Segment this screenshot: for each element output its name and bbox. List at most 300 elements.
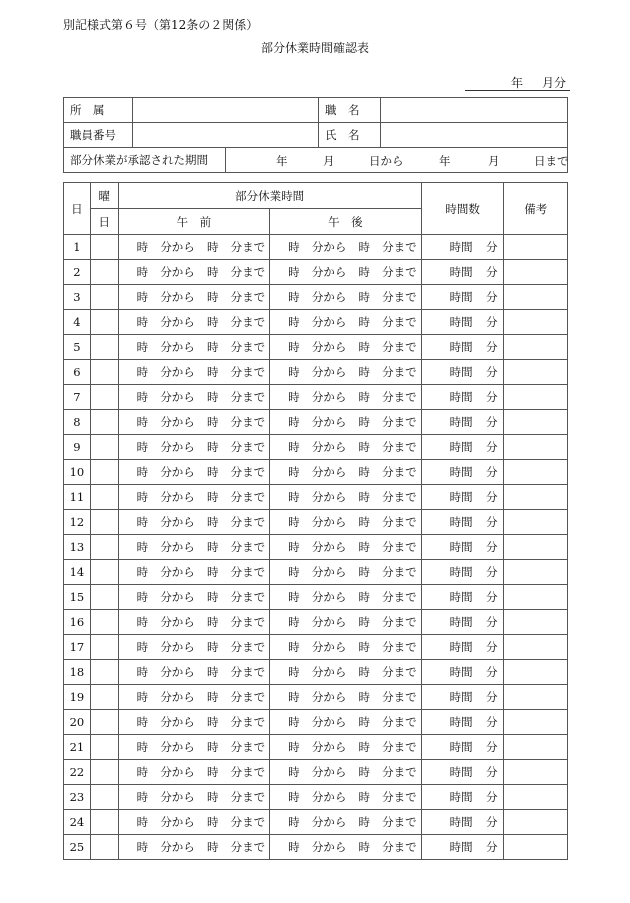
row-day: 5	[64, 335, 91, 360]
row-remarks-field[interactable]	[504, 535, 568, 560]
hours-unit-label: 時間	[449, 365, 473, 379]
hours-unit-label: 分	[485, 390, 498, 404]
row-weekday-field[interactable]	[90, 235, 118, 260]
row-hours-field[interactable]	[421, 335, 504, 360]
time-unit-label: 時	[288, 340, 300, 354]
time-unit-label: 分まで	[382, 315, 417, 329]
row-afternoon-time-field[interactable]	[270, 685, 422, 710]
table-row	[64, 785, 568, 810]
header-table	[63, 97, 568, 148]
hours-unit-label: 分	[485, 715, 498, 729]
row-morning-time-field[interactable]	[118, 710, 270, 735]
approved-period-field[interactable]	[226, 148, 568, 173]
row-hours-field[interactable]	[421, 660, 504, 685]
time-unit-label: 分から	[160, 540, 195, 554]
row-remarks-field[interactable]	[504, 510, 568, 535]
time-unit-label: 時	[206, 815, 219, 829]
approved-period-label: 部分休業が承認された期間	[64, 148, 226, 173]
time-unit-label: 分まで	[230, 840, 266, 854]
time-unit-label: 分まで	[230, 665, 266, 679]
hours-unit-label: 時間	[449, 690, 473, 704]
row-hours-field[interactable]	[421, 510, 504, 535]
row-hours-field[interactable]	[421, 260, 504, 285]
row-afternoon-time-field[interactable]	[270, 360, 422, 385]
time-unit-label: 分まで	[230, 515, 266, 529]
row-morning-time-field[interactable]	[118, 660, 270, 685]
time-unit-label: 時	[288, 740, 300, 754]
page-title: 部分休業時間確認表	[260, 41, 369, 55]
row-hours-field[interactable]	[421, 460, 504, 485]
time-unit-label: 時	[288, 840, 300, 854]
row-remarks-field[interactable]	[504, 635, 568, 660]
row-weekday-field[interactable]	[90, 785, 118, 810]
row-hours-field[interactable]	[421, 785, 504, 810]
hours-unit-label: 時間	[449, 640, 473, 654]
row-afternoon-time-field[interactable]	[270, 235, 422, 260]
row-afternoon-time-field[interactable]	[270, 485, 422, 510]
period-part: 日から	[369, 154, 404, 168]
row-weekday-field[interactable]	[90, 710, 118, 735]
staff-number-label: 職員番号	[64, 123, 133, 148]
col-day-header: 日	[64, 183, 91, 235]
time-unit-label: 分から	[311, 365, 347, 379]
position-field[interactable]	[381, 98, 568, 123]
row-afternoon-time-field[interactable]	[270, 260, 422, 285]
row-morning-time-field[interactable]	[118, 510, 270, 535]
row-weekday-field[interactable]	[90, 635, 118, 660]
time-unit-label: 時	[206, 415, 219, 429]
table-row	[64, 510, 568, 535]
period-part: 日まで	[534, 154, 569, 168]
time-unit-label: 時	[288, 440, 300, 454]
time-unit-label: 時	[206, 265, 219, 279]
time-unit-label: 時	[288, 640, 300, 654]
row-remarks-field[interactable]	[504, 710, 568, 735]
row-weekday-field[interactable]	[90, 685, 118, 710]
row-weekday-field[interactable]	[90, 810, 118, 835]
table-row	[64, 260, 568, 285]
row-hours-field[interactable]	[421, 560, 504, 585]
time-unit-label: 分から	[160, 715, 195, 729]
row-morning-time-field[interactable]	[118, 435, 270, 460]
col-weekday-top: 曜	[90, 183, 118, 209]
row-day: 18	[64, 660, 91, 685]
row-hours-field[interactable]	[421, 485, 504, 510]
time-unit-label: 時	[288, 765, 300, 779]
row-hours-field[interactable]	[421, 585, 504, 610]
row-remarks-field[interactable]	[504, 460, 568, 485]
row-weekday-field[interactable]	[90, 760, 118, 785]
time-unit-label: 時	[136, 765, 149, 779]
time-unit-label: 時	[136, 290, 149, 304]
period-part: 月	[488, 154, 500, 168]
row-morning-time-field[interactable]	[118, 685, 270, 710]
time-unit-label: 時	[358, 640, 370, 654]
row-remarks-field[interactable]	[504, 435, 568, 460]
time-unit-label: 時	[358, 840, 370, 854]
time-unit-label: 分から	[160, 465, 195, 479]
row-afternoon-time-field[interactable]	[270, 635, 422, 660]
staff-number-field[interactable]	[133, 123, 319, 148]
row-afternoon-time-field[interactable]	[270, 385, 422, 410]
row-hours-field[interactable]	[421, 610, 504, 635]
time-unit-label: 時	[206, 740, 219, 754]
row-day: 12	[64, 510, 91, 535]
time-unit-label: 時	[136, 440, 149, 454]
row-afternoon-time-field[interactable]	[270, 710, 422, 735]
row-remarks-field[interactable]	[504, 660, 568, 685]
row-day: 16	[64, 610, 91, 635]
time-unit-label: 時	[358, 340, 370, 354]
row-morning-time-field[interactable]	[118, 560, 270, 585]
time-unit-label: 時	[136, 490, 149, 504]
row-remarks-field[interactable]	[504, 610, 568, 635]
row-morning-time-field[interactable]	[118, 760, 270, 785]
time-unit-label: 時	[136, 240, 149, 254]
time-unit-label: 分から	[160, 690, 195, 704]
time-unit-label: 時	[358, 290, 370, 304]
name-label: 氏 名	[319, 123, 381, 148]
hours-unit-label: 分	[485, 265, 498, 279]
row-hours-field[interactable]	[421, 685, 504, 710]
row-remarks-field[interactable]	[504, 235, 568, 260]
time-unit-label: 分まで	[382, 265, 417, 279]
time-unit-label: 時	[288, 715, 300, 729]
row-weekday-field[interactable]	[90, 510, 118, 535]
time-unit-label: 分から	[160, 315, 195, 329]
row-remarks-field[interactable]	[504, 760, 568, 785]
row-day: 13	[64, 535, 91, 560]
row-weekday-field[interactable]	[90, 585, 118, 610]
time-unit-label: 分まで	[382, 665, 417, 679]
row-morning-time-field[interactable]	[118, 285, 270, 310]
row-morning-time-field[interactable]	[118, 610, 270, 635]
row-weekday-field[interactable]	[90, 610, 118, 635]
time-unit-label: 時	[288, 265, 300, 279]
col-remarks-header: 備考	[504, 183, 568, 235]
time-unit-label: 時	[206, 615, 219, 629]
hours-unit-label: 分	[485, 565, 498, 579]
time-unit-label: 分から	[311, 715, 347, 729]
time-unit-label: 分まで	[382, 565, 417, 579]
period-year-label: 年	[511, 76, 524, 90]
row-weekday-field[interactable]	[90, 385, 118, 410]
row-afternoon-time-field[interactable]	[270, 835, 422, 860]
row-day: 17	[64, 635, 91, 660]
time-unit-label: 分まで	[230, 415, 266, 429]
hours-unit-label: 時間	[449, 840, 473, 854]
row-weekday-field[interactable]	[90, 435, 118, 460]
time-unit-label: 分まで	[382, 840, 417, 854]
hours-unit-label: 時間	[449, 240, 473, 254]
row-morning-time-field[interactable]	[118, 785, 270, 810]
time-unit-label: 分から	[311, 740, 347, 754]
time-unit-label: 分まで	[382, 340, 417, 354]
row-hours-field[interactable]	[421, 310, 504, 335]
hours-unit-label: 時間	[449, 440, 473, 454]
row-morning-time-field[interactable]	[118, 410, 270, 435]
time-unit-label: 時	[206, 390, 219, 404]
row-weekday-field[interactable]	[90, 535, 118, 560]
row-morning-time-field[interactable]	[118, 635, 270, 660]
row-morning-time-field[interactable]	[118, 385, 270, 410]
time-unit-label: 分から	[311, 540, 347, 554]
hours-unit-label: 時間	[449, 740, 473, 754]
time-unit-label: 分から	[311, 490, 347, 504]
row-morning-time-field[interactable]	[118, 310, 270, 335]
row-weekday-field[interactable]	[90, 485, 118, 510]
time-unit-label: 分から	[160, 790, 195, 804]
table-row	[64, 585, 568, 610]
time-unit-label: 分から	[311, 590, 347, 604]
time-unit-label: 分まで	[230, 540, 266, 554]
row-hours-field[interactable]	[421, 810, 504, 835]
row-hours-field[interactable]	[421, 385, 504, 410]
row-weekday-field[interactable]	[90, 285, 118, 310]
row-day: 2	[64, 260, 91, 285]
time-unit-label: 時	[358, 390, 370, 404]
time-unit-label: 分まで	[382, 290, 417, 304]
hours-unit-label: 時間	[449, 790, 473, 804]
time-unit-label: 時	[358, 540, 370, 554]
time-unit-label: 分まで	[382, 515, 417, 529]
time-unit-label: 時	[136, 715, 149, 729]
row-weekday-field[interactable]	[90, 460, 118, 485]
row-hours-field[interactable]	[421, 710, 504, 735]
table-row	[64, 810, 568, 835]
table-row	[64, 735, 568, 760]
time-unit-label: 時	[206, 540, 219, 554]
row-afternoon-time-field[interactable]	[270, 785, 422, 810]
row-weekday-field[interactable]	[90, 835, 118, 860]
row-afternoon-time-field[interactable]	[270, 760, 422, 785]
time-unit-label: 時	[136, 315, 149, 329]
table-row	[64, 635, 568, 660]
time-unit-label: 時	[358, 515, 370, 529]
row-afternoon-time-field[interactable]	[270, 460, 422, 485]
row-morning-time-field[interactable]	[118, 260, 270, 285]
row-remarks-field[interactable]	[504, 485, 568, 510]
col-partial-leave-header: 部分休業時間	[118, 183, 421, 209]
time-unit-label: 分から	[311, 315, 347, 329]
time-unit-label: 時	[358, 440, 370, 454]
time-unit-label: 時	[288, 465, 300, 479]
row-hours-field[interactable]	[421, 285, 504, 310]
table-row	[64, 835, 568, 860]
time-unit-label: 時	[288, 315, 300, 329]
time-unit-label: 分から	[160, 515, 195, 529]
row-remarks-field[interactable]	[504, 810, 568, 835]
row-weekday-field[interactable]	[90, 260, 118, 285]
row-afternoon-time-field[interactable]	[270, 535, 422, 560]
time-unit-label: 分から	[311, 465, 347, 479]
time-unit-label: 分まで	[382, 690, 417, 704]
row-remarks-field[interactable]	[504, 735, 568, 760]
row-afternoon-time-field[interactable]	[270, 560, 422, 585]
period-field[interactable]	[465, 74, 570, 91]
time-unit-label: 分から	[160, 440, 195, 454]
row-hours-field[interactable]	[421, 360, 504, 385]
time-unit-label: 分から	[160, 590, 195, 604]
row-hours-field[interactable]	[421, 410, 504, 435]
time-unit-label: 時	[136, 540, 149, 554]
row-remarks-field[interactable]	[504, 260, 568, 285]
row-remarks-field[interactable]	[504, 585, 568, 610]
time-unit-label: 時	[136, 840, 149, 854]
period-month-label: 月分	[542, 76, 567, 90]
time-unit-label: 時	[358, 465, 370, 479]
hours-unit-label: 時間	[449, 815, 473, 829]
row-afternoon-time-field[interactable]	[270, 735, 422, 760]
time-unit-label: 分まで	[230, 740, 266, 754]
table-row	[64, 660, 568, 685]
row-morning-time-field[interactable]	[118, 335, 270, 360]
row-morning-time-field[interactable]	[118, 585, 270, 610]
row-afternoon-time-field[interactable]	[270, 585, 422, 610]
time-unit-label: 分まで	[382, 590, 417, 604]
time-unit-label: 時	[206, 790, 219, 804]
time-unit-label: 時	[136, 640, 149, 654]
time-unit-label: 時	[206, 240, 219, 254]
position-label: 職 名	[319, 98, 381, 123]
row-remarks-field[interactable]	[504, 785, 568, 810]
time-unit-label: 分から	[160, 265, 195, 279]
time-unit-label: 分まで	[230, 690, 266, 704]
time-unit-label: 時	[358, 765, 370, 779]
col-weekday-bottom: 日	[90, 209, 118, 235]
hours-unit-label: 分	[485, 340, 498, 354]
row-hours-field[interactable]	[421, 235, 504, 260]
time-unit-label: 分まで	[382, 465, 417, 479]
time-unit-label: 時	[136, 340, 149, 354]
time-unit-label: 時	[288, 390, 300, 404]
hours-unit-label: 時間	[449, 615, 473, 629]
main-table	[63, 182, 568, 860]
time-unit-label: 時	[206, 765, 219, 779]
time-unit-label: 分から	[311, 840, 347, 854]
row-remarks-field[interactable]	[504, 310, 568, 335]
row-afternoon-time-field[interactable]	[270, 410, 422, 435]
row-remarks-field[interactable]	[504, 335, 568, 360]
hours-unit-label: 時間	[449, 265, 473, 279]
time-unit-label: 時	[358, 590, 370, 604]
name-field[interactable]	[381, 123, 568, 148]
row-hours-field[interactable]	[421, 535, 504, 560]
table-row	[64, 485, 568, 510]
row-remarks-field[interactable]	[504, 685, 568, 710]
row-hours-field[interactable]	[421, 835, 504, 860]
hours-unit-label: 時間	[449, 315, 473, 329]
hours-unit-label: 分	[485, 365, 498, 379]
row-remarks-field[interactable]	[504, 285, 568, 310]
row-day: 10	[64, 460, 91, 485]
hours-unit-label: 分	[485, 740, 498, 754]
row-afternoon-time-field[interactable]	[270, 310, 422, 335]
row-weekday-field[interactable]	[90, 335, 118, 360]
row-weekday-field[interactable]	[90, 360, 118, 385]
hours-unit-label: 時間	[449, 290, 473, 304]
time-unit-label: 時	[206, 465, 219, 479]
time-unit-label: 分から	[311, 665, 347, 679]
hours-unit-label: 分	[485, 840, 498, 854]
row-remarks-field[interactable]	[504, 410, 568, 435]
row-afternoon-time-field[interactable]	[270, 435, 422, 460]
row-hours-field[interactable]	[421, 760, 504, 785]
affiliation-field[interactable]	[133, 98, 319, 123]
time-unit-label: 分まで	[230, 365, 266, 379]
time-unit-label: 分まで	[382, 415, 417, 429]
time-unit-label: 時	[288, 290, 300, 304]
time-unit-label: 分まで	[230, 340, 266, 354]
row-morning-time-field[interactable]	[118, 360, 270, 385]
row-morning-time-field[interactable]	[118, 535, 270, 560]
time-unit-label: 分まで	[382, 790, 417, 804]
row-weekday-field[interactable]	[90, 735, 118, 760]
row-afternoon-time-field[interactable]	[270, 335, 422, 360]
time-unit-label: 分まで	[382, 365, 417, 379]
row-morning-time-field[interactable]	[118, 835, 270, 860]
row-remarks-field[interactable]	[504, 835, 568, 860]
row-afternoon-time-field[interactable]	[270, 610, 422, 635]
col-afternoon-header: 午 後	[270, 209, 422, 235]
time-unit-label: 分まで	[230, 240, 266, 254]
row-weekday-field[interactable]	[90, 310, 118, 335]
time-unit-label: 時	[206, 515, 219, 529]
time-unit-label: 時	[358, 415, 370, 429]
time-unit-label: 分まで	[382, 490, 417, 504]
time-unit-label: 時	[206, 340, 219, 354]
time-unit-label: 分まで	[382, 640, 417, 654]
time-unit-label: 分まで	[382, 240, 417, 254]
row-morning-time-field[interactable]	[118, 235, 270, 260]
table-row	[64, 560, 568, 585]
row-morning-time-field[interactable]	[118, 485, 270, 510]
row-hours-field[interactable]	[421, 435, 504, 460]
time-unit-label: 分から	[311, 415, 347, 429]
row-afternoon-time-field[interactable]	[270, 285, 422, 310]
row-weekday-field[interactable]	[90, 560, 118, 585]
time-unit-label: 分から	[160, 665, 195, 679]
row-weekday-field[interactable]	[90, 410, 118, 435]
row-remarks-field[interactable]	[504, 560, 568, 585]
hours-unit-label: 分	[485, 790, 498, 804]
table-row	[64, 285, 568, 310]
row-afternoon-time-field[interactable]	[270, 810, 422, 835]
time-unit-label: 分まで	[230, 265, 266, 279]
time-unit-label: 時	[136, 515, 149, 529]
row-afternoon-time-field[interactable]	[270, 660, 422, 685]
time-unit-label: 時	[136, 815, 149, 829]
row-afternoon-time-field[interactable]	[270, 510, 422, 535]
row-weekday-field[interactable]	[90, 660, 118, 685]
row-hours-field[interactable]	[421, 635, 504, 660]
row-morning-time-field[interactable]	[118, 460, 270, 485]
time-unit-label: 分から	[160, 490, 195, 504]
hours-unit-label: 時間	[449, 590, 473, 604]
table-row	[64, 685, 568, 710]
table-row	[64, 535, 568, 560]
time-unit-label: 分まで	[382, 740, 417, 754]
time-unit-label: 時	[358, 790, 370, 804]
row-remarks-field[interactable]	[504, 360, 568, 385]
time-unit-label: 分から	[311, 815, 347, 829]
time-unit-label: 時	[358, 240, 370, 254]
time-unit-label: 分から	[160, 340, 195, 354]
row-hours-field[interactable]	[421, 735, 504, 760]
row-morning-time-field[interactable]	[118, 810, 270, 835]
row-remarks-field[interactable]	[504, 385, 568, 410]
row-morning-time-field[interactable]	[118, 735, 270, 760]
